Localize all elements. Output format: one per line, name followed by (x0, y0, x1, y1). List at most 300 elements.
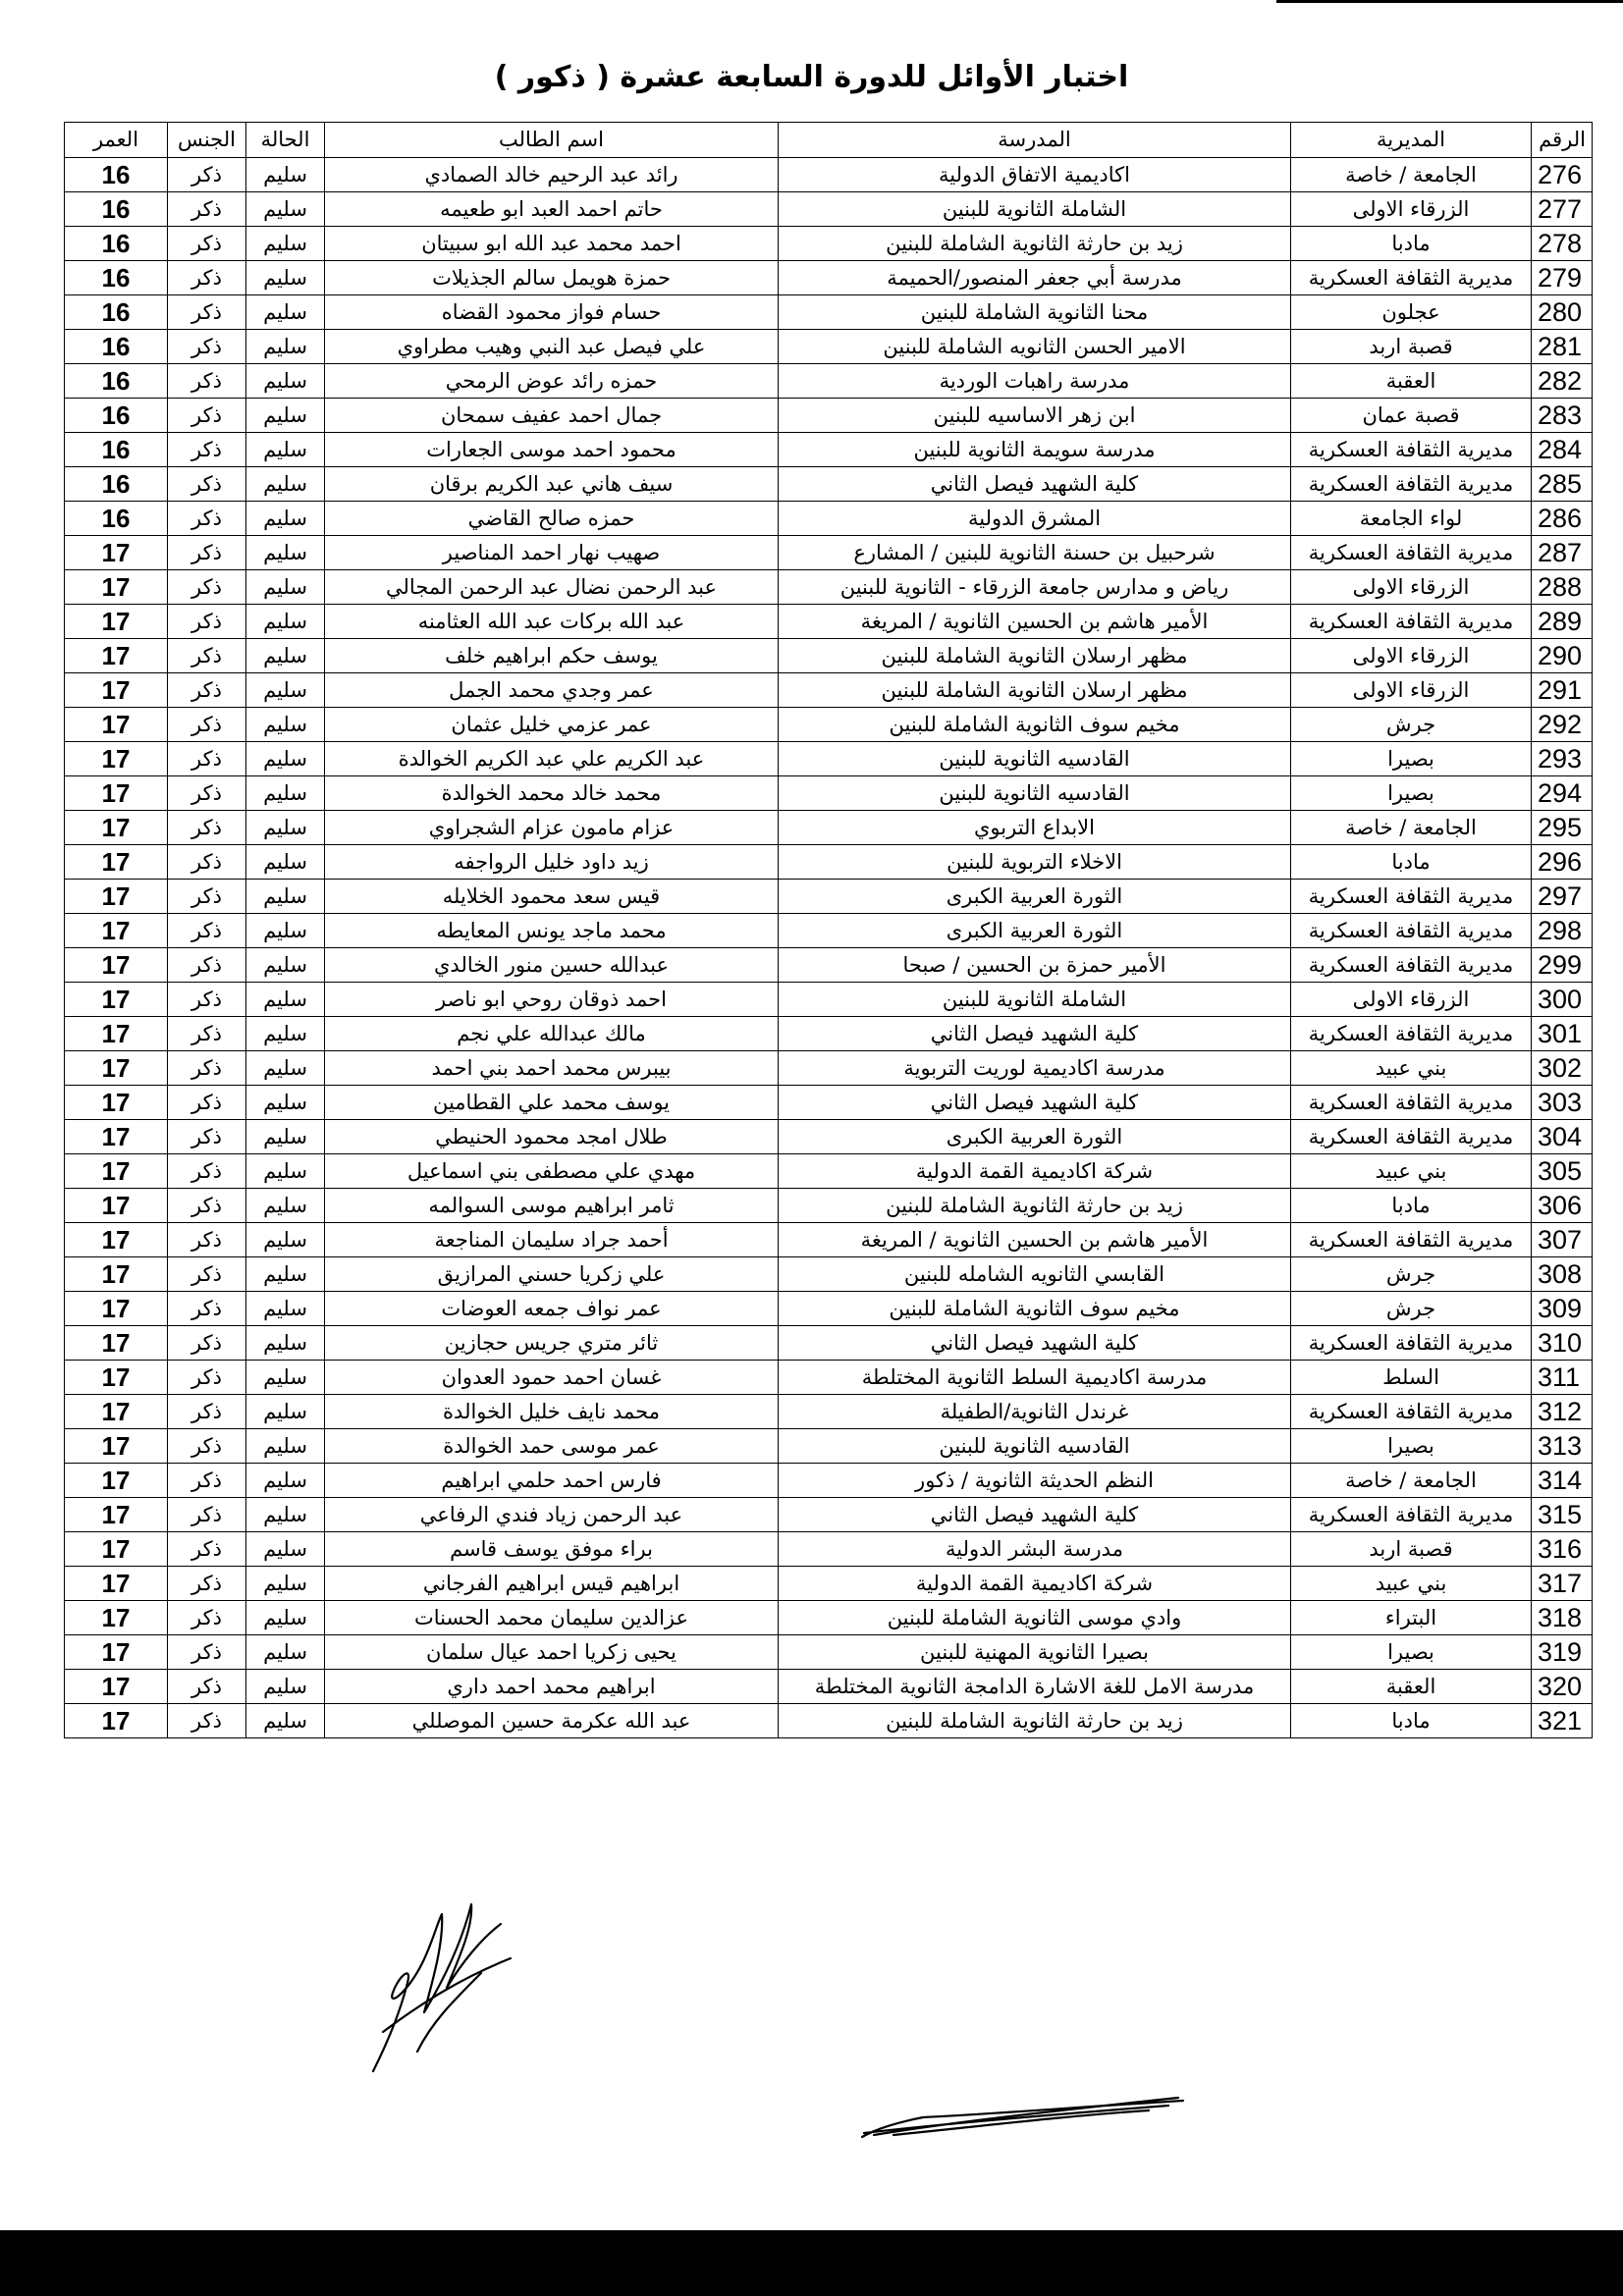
row-age: 17 (65, 1670, 168, 1704)
row-age: 17 (65, 1189, 168, 1223)
row-number: 289 (1532, 605, 1593, 639)
row-student-name: حمزة هويمل سالم الجذيلات (325, 261, 779, 295)
row-student-name: زيد داود خليل الرواجفه (325, 845, 779, 880)
row-student-name: عبد الله بركات عبد الله العثامنه (325, 605, 779, 639)
results-table (64, 122, 1593, 1738)
row-student-name: ثامر ابراهيم موسى السوالمه (325, 1189, 779, 1223)
row-directorate: بصيرا (1291, 776, 1532, 811)
table-row (65, 639, 1593, 673)
table-row (65, 261, 1593, 295)
row-gender: ذكر (168, 948, 246, 983)
table-row (65, 1017, 1593, 1051)
row-student-name: عبدالله حسين منور الخالدي (325, 948, 779, 983)
row-gender: ذكر (168, 983, 246, 1017)
row-directorate: بصيرا (1291, 1635, 1532, 1670)
row-age: 16 (65, 399, 168, 433)
row-status: سليم (246, 914, 325, 948)
row-number: 317 (1532, 1567, 1593, 1601)
row-age: 17 (65, 1223, 168, 1257)
handwritten-signature-right (854, 2086, 1188, 2145)
row-gender: ذكر (168, 1464, 246, 1498)
row-student-name: جمال احمد عفيف سمحان (325, 399, 779, 433)
row-school: شرحبيل بن حسنة الثانوية للبنين / المشارع (779, 536, 1291, 570)
row-gender: ذكر (168, 1292, 246, 1326)
row-school: شركة اكاديمية القمة الدولية (779, 1154, 1291, 1189)
row-directorate: بني عبيد (1291, 1154, 1532, 1189)
row-status: سليم (246, 330, 325, 364)
row-school: الثورة العربية الكبرى (779, 1120, 1291, 1154)
row-age: 17 (65, 1292, 168, 1326)
row-student-name: عبد الله عكرمة حسين الموصللي (325, 1704, 779, 1738)
row-student-name: علي زكريا حسني المرازيق (325, 1257, 779, 1292)
row-gender: ذكر (168, 880, 246, 914)
row-age: 17 (65, 1086, 168, 1120)
row-student-name: مالك عبدالله علي نجم (325, 1017, 779, 1051)
row-status: سليم (246, 1670, 325, 1704)
table-row (65, 673, 1593, 708)
table-row (65, 1051, 1593, 1086)
table-row (65, 192, 1593, 227)
row-number: 295 (1532, 811, 1593, 845)
row-student-name: براء موفق يوسف قاسم (325, 1532, 779, 1567)
row-directorate: جرش (1291, 708, 1532, 742)
row-school: الامير الحسن الثانويه الشاملة للبنين (779, 330, 1291, 364)
row-school: الثورة العربية الكبرى (779, 880, 1291, 914)
table-row (65, 502, 1593, 536)
row-number: 310 (1532, 1326, 1593, 1361)
row-student-name: حسام فواز محمود القضاه (325, 295, 779, 330)
row-directorate: قصبة عمان (1291, 399, 1532, 433)
row-student-name: عزام مامون عزام الشجراوي (325, 811, 779, 845)
row-student-name: محمود احمد موسى الجعارات (325, 433, 779, 467)
row-school: الشاملة الثانوية للبنين (779, 983, 1291, 1017)
row-number: 291 (1532, 673, 1593, 708)
table-row (65, 330, 1593, 364)
row-number: 284 (1532, 433, 1593, 467)
row-student-name: يوسف حكم ابراهيم خلف (325, 639, 779, 673)
row-gender: ذكر (168, 192, 246, 227)
table-row (65, 1567, 1593, 1601)
row-gender: ذكر (168, 776, 246, 811)
row-directorate: الجامعة / خاصة (1291, 1464, 1532, 1498)
row-school: كلية الشهيد فيصل الثاني (779, 1086, 1291, 1120)
header-school: المدرسة (779, 123, 1291, 158)
row-status: سليم (246, 1326, 325, 1361)
row-age: 16 (65, 192, 168, 227)
row-directorate: مديرية الثقافة العسكرية (1291, 948, 1532, 983)
scan-edge-mark (1276, 0, 1623, 3)
row-school: الأمير هاشم بن الحسين الثانوية / المريغة (779, 605, 1291, 639)
row-directorate: جرش (1291, 1292, 1532, 1326)
table-row (65, 364, 1593, 399)
row-status: سليم (246, 1395, 325, 1429)
row-directorate: مديرية الثقافة العسكرية (1291, 605, 1532, 639)
row-student-name: عزالدين سليمان محمد الحسنات (325, 1601, 779, 1635)
row-school: وادي موسى الثانوية الشاملة للبنين (779, 1601, 1291, 1635)
row-age: 17 (65, 1429, 168, 1464)
row-age: 17 (65, 1704, 168, 1738)
row-gender: ذكر (168, 295, 246, 330)
row-number: 294 (1532, 776, 1593, 811)
row-gender: ذكر (168, 227, 246, 261)
table-body (65, 158, 1593, 1738)
row-school: كلية الشهيد فيصل الثاني (779, 1017, 1291, 1051)
scan-bottom-border (0, 2230, 1623, 2296)
row-age: 17 (65, 605, 168, 639)
row-age: 17 (65, 948, 168, 983)
row-school: ابن زهر الاساسيه للبنين (779, 399, 1291, 433)
row-status: سليم (246, 1086, 325, 1120)
row-school: القابسي الثانويه الشامله للبنين (779, 1257, 1291, 1292)
row-school: القادسيه الثانوية للبنين (779, 742, 1291, 776)
row-student-name: مهدي علي مصطفى بني اسماعيل (325, 1154, 779, 1189)
row-directorate: مديرية الثقافة العسكرية (1291, 1120, 1532, 1154)
row-status: سليم (246, 1429, 325, 1464)
row-school: كلية الشهيد فيصل الثاني (779, 467, 1291, 502)
row-gender: ذكر (168, 605, 246, 639)
row-number: 308 (1532, 1257, 1593, 1292)
row-student-name: أحمد جراد سليمان المناجعة (325, 1223, 779, 1257)
row-student-name: ثائر متري جريس حجازين (325, 1326, 779, 1361)
row-student-name: حمزه رائد عوض الرمحي (325, 364, 779, 399)
row-number: 287 (1532, 536, 1593, 570)
row-gender: ذكر (168, 673, 246, 708)
row-age: 17 (65, 1154, 168, 1189)
row-status: سليم (246, 880, 325, 914)
row-gender: ذكر (168, 1429, 246, 1464)
row-student-name: عمر نواف جمعه العوضات (325, 1292, 779, 1326)
row-status: سليم (246, 776, 325, 811)
row-gender: ذكر (168, 1017, 246, 1051)
row-number: 314 (1532, 1464, 1593, 1498)
row-student-name: احمد ذوقان روحي ابو ناصر (325, 983, 779, 1017)
row-directorate: السلط (1291, 1361, 1532, 1395)
row-school: غرندل الثانوية/الطفيلة (779, 1395, 1291, 1429)
table-row (65, 536, 1593, 570)
row-gender: ذكر (168, 364, 246, 399)
row-school: مدرسة الامل للغة الاشارة الدامجة الثانوية المختلطة (779, 1670, 1291, 1704)
row-status: سليم (246, 433, 325, 467)
row-student-name: حاتم احمد العبد ابو طعيمه (325, 192, 779, 227)
row-status: سليم (246, 605, 325, 639)
row-age: 16 (65, 502, 168, 536)
row-status: سليم (246, 1189, 325, 1223)
row-status: سليم (246, 673, 325, 708)
row-age: 17 (65, 1361, 168, 1395)
row-gender: ذكر (168, 1395, 246, 1429)
header-status: الحالة (246, 123, 325, 158)
row-age: 17 (65, 570, 168, 605)
row-age: 16 (65, 364, 168, 399)
row-school: رياض و مدارس جامعة الزرقاء - الثانوية للبنين (779, 570, 1291, 605)
row-directorate: مادبا (1291, 1704, 1532, 1738)
table-row (65, 1429, 1593, 1464)
row-age: 17 (65, 1567, 168, 1601)
row-school: الأمير هاشم بن الحسين الثانوية / المريغة (779, 1223, 1291, 1257)
table-row (65, 1120, 1593, 1154)
row-age: 17 (65, 1498, 168, 1532)
table-row (65, 948, 1593, 983)
row-school: مدرسة سويمة الثانوية للبنين (779, 433, 1291, 467)
row-status: سليم (246, 158, 325, 192)
row-status: سليم (246, 983, 325, 1017)
row-student-name: عمر وجدي محمد الجمل (325, 673, 779, 708)
row-school: المشرق الدولية (779, 502, 1291, 536)
row-school: مدرسة راهبات الوردية (779, 364, 1291, 399)
row-age: 17 (65, 1532, 168, 1567)
header-student-name: اسم الطالب (325, 123, 779, 158)
row-school: مدرسة اكاديمية لوريت التربوية (779, 1051, 1291, 1086)
row-directorate: العقبة (1291, 1670, 1532, 1704)
row-age: 16 (65, 261, 168, 295)
row-status: سليم (246, 295, 325, 330)
row-status: سليم (246, 1532, 325, 1567)
row-directorate: الزرقاء الاولى (1291, 673, 1532, 708)
row-school: اكاديمية الاتفاق الدولية (779, 158, 1291, 192)
row-status: سليم (246, 570, 325, 605)
row-number: 318 (1532, 1601, 1593, 1635)
row-number: 279 (1532, 261, 1593, 295)
row-directorate: بني عبيد (1291, 1567, 1532, 1601)
row-gender: ذكر (168, 1326, 246, 1361)
row-number: 311 (1532, 1361, 1593, 1395)
row-number: 300 (1532, 983, 1593, 1017)
table-row (65, 467, 1593, 502)
row-status: سليم (246, 467, 325, 502)
row-status: سليم (246, 639, 325, 673)
row-school: كلية الشهيد فيصل الثاني (779, 1498, 1291, 1532)
row-number: 303 (1532, 1086, 1593, 1120)
row-age: 17 (65, 845, 168, 880)
row-student-name: صهيب نهار احمد المناصير (325, 536, 779, 570)
row-status: سليم (246, 948, 325, 983)
row-student-name: عبد الكريم علي عبد الكريم الخوالدة (325, 742, 779, 776)
row-age: 17 (65, 536, 168, 570)
table-row (65, 1670, 1593, 1704)
row-student-name: بيبرس محمد احمد بني احمد (325, 1051, 779, 1086)
row-gender: ذكر (168, 433, 246, 467)
row-directorate: مديرية الثقافة العسكرية (1291, 261, 1532, 295)
row-student-name: رائد عبد الرحيم خالد الصمادي (325, 158, 779, 192)
row-age: 17 (65, 914, 168, 948)
row-age: 16 (65, 295, 168, 330)
row-student-name: ابراهيم محمد احمد داري (325, 1670, 779, 1704)
row-student-name: يوسف محمد علي القطامين (325, 1086, 779, 1120)
row-status: سليم (246, 261, 325, 295)
row-number: 285 (1532, 467, 1593, 502)
row-directorate: الزرقاء الاولى (1291, 983, 1532, 1017)
table-row (65, 1601, 1593, 1635)
row-student-name: عبد الرحمن زياد فندي الرفاعي (325, 1498, 779, 1532)
row-number: 293 (1532, 742, 1593, 776)
row-number: 297 (1532, 880, 1593, 914)
row-age: 17 (65, 1051, 168, 1086)
row-directorate: مديرية الثقافة العسكرية (1291, 880, 1532, 914)
row-status: سليم (246, 1464, 325, 1498)
table-row (65, 742, 1593, 776)
row-status: سليم (246, 1154, 325, 1189)
row-directorate: مديرية الثقافة العسكرية (1291, 433, 1532, 467)
row-school: مدرسة اكاديمية السلط الثانوية المختلطة (779, 1361, 1291, 1395)
document-title: اختبار الأوائل للدورة السابعة عشرة ( ذكور ) (494, 60, 1129, 94)
row-gender: ذكر (168, 639, 246, 673)
row-status: سليم (246, 227, 325, 261)
row-age: 17 (65, 742, 168, 776)
row-gender: ذكر (168, 1189, 246, 1223)
row-directorate: مديرية الثقافة العسكرية (1291, 1326, 1532, 1361)
row-status: سليم (246, 502, 325, 536)
row-student-name: علي فيصل عبد النبي وهيب مطراوي (325, 330, 779, 364)
row-student-name: عبد الرحمن نضال عبد الرحمن المجالي (325, 570, 779, 605)
row-gender: ذكر (168, 261, 246, 295)
row-number: 282 (1532, 364, 1593, 399)
row-directorate: مادبا (1291, 845, 1532, 880)
row-school: محنا الثانوية الشاملة للبنين (779, 295, 1291, 330)
row-status: سليم (246, 1017, 325, 1051)
table-row (65, 399, 1593, 433)
row-directorate: الجامعة / خاصة (1291, 158, 1532, 192)
row-status: سليم (246, 1120, 325, 1154)
row-status: سليم (246, 536, 325, 570)
row-number: 316 (1532, 1532, 1593, 1567)
row-gender: ذكر (168, 158, 246, 192)
row-age: 17 (65, 1017, 168, 1051)
row-directorate: مديرية الثقافة العسكرية (1291, 536, 1532, 570)
row-student-name: قيس سعد محمود الخلايله (325, 880, 779, 914)
row-age: 16 (65, 158, 168, 192)
row-directorate: مديرية الثقافة العسكرية (1291, 1395, 1532, 1429)
row-student-name: محمد نايف خليل الخوالدة (325, 1395, 779, 1429)
row-school: زيد بن حارثة الثانوية الشاملة للبنين (779, 227, 1291, 261)
row-status: سليم (246, 364, 325, 399)
row-gender: ذكر (168, 1257, 246, 1292)
row-student-name: طلال امجد محمود الحنيطي (325, 1120, 779, 1154)
row-number: 305 (1532, 1154, 1593, 1189)
row-gender: ذكر (168, 536, 246, 570)
row-gender: ذكر (168, 914, 246, 948)
row-age: 16 (65, 227, 168, 261)
row-directorate: مادبا (1291, 227, 1532, 261)
row-number: 280 (1532, 295, 1593, 330)
table-row (65, 1361, 1593, 1395)
table-row (65, 1635, 1593, 1670)
table-row (65, 983, 1593, 1017)
row-age: 16 (65, 467, 168, 502)
row-student-name: محمد خالد محمد الخوالدة (325, 776, 779, 811)
row-school: القادسيه الثانوية للبنين (779, 1429, 1291, 1464)
row-number: 281 (1532, 330, 1593, 364)
row-number: 302 (1532, 1051, 1593, 1086)
row-student-name: عمر عزمي خليل عثمان (325, 708, 779, 742)
row-gender: ذكر (168, 330, 246, 364)
row-age: 17 (65, 639, 168, 673)
row-student-name: عمر موسى حمد الخوالدة (325, 1429, 779, 1464)
row-gender: ذكر (168, 1635, 246, 1670)
row-age: 17 (65, 983, 168, 1017)
row-status: سليم (246, 1292, 325, 1326)
row-directorate: مديرية الثقافة العسكرية (1291, 1223, 1532, 1257)
row-age: 17 (65, 811, 168, 845)
row-status: سليم (246, 1051, 325, 1086)
row-number: 306 (1532, 1189, 1593, 1223)
handwritten-signature-left (363, 1885, 540, 2081)
row-gender: ذكر (168, 708, 246, 742)
row-number: 319 (1532, 1635, 1593, 1670)
table-row (65, 1532, 1593, 1567)
table-row (65, 708, 1593, 742)
row-directorate: مديرية الثقافة العسكرية (1291, 467, 1532, 502)
row-directorate: الزرقاء الاولى (1291, 570, 1532, 605)
table-row (65, 1704, 1593, 1738)
row-gender: ذكر (168, 811, 246, 845)
row-school: مخيم سوف الثانوية الشاملة للبنين (779, 708, 1291, 742)
row-student-name: يحيى زكريا احمد عيال سلمان (325, 1635, 779, 1670)
row-gender: ذكر (168, 1567, 246, 1601)
row-number: 288 (1532, 570, 1593, 605)
row-school: الاخلاء التربوية للبنين (779, 845, 1291, 880)
row-student-name: سيف هاني عبد الكريم برقان (325, 467, 779, 502)
table-row (65, 1464, 1593, 1498)
row-gender: ذكر (168, 742, 246, 776)
row-number: 320 (1532, 1670, 1593, 1704)
row-number: 276 (1532, 158, 1593, 192)
table-row (65, 605, 1593, 639)
header-gender: الجنس (168, 123, 246, 158)
row-number: 313 (1532, 1429, 1593, 1464)
row-age: 17 (65, 1257, 168, 1292)
row-directorate: مديرية الثقافة العسكرية (1291, 1498, 1532, 1532)
row-number: 283 (1532, 399, 1593, 433)
row-school: بصيرا الثانوية المهنية للبنين (779, 1635, 1291, 1670)
row-status: سليم (246, 192, 325, 227)
row-number: 304 (1532, 1120, 1593, 1154)
row-gender: ذكر (168, 1498, 246, 1532)
table-row (65, 227, 1593, 261)
row-student-name: محمد ماجد يونس المعايطه (325, 914, 779, 948)
row-age: 17 (65, 1464, 168, 1498)
row-directorate: قصبة اربد (1291, 330, 1532, 364)
row-gender: ذكر (168, 467, 246, 502)
row-status: سليم (246, 742, 325, 776)
row-number: 309 (1532, 1292, 1593, 1326)
row-student-name: ابراهيم قيس ابراهيم الفرجاني (325, 1567, 779, 1601)
row-gender: ذكر (168, 570, 246, 605)
row-number: 301 (1532, 1017, 1593, 1051)
row-age: 17 (65, 1395, 168, 1429)
row-directorate: الزرقاء الاولى (1291, 639, 1532, 673)
row-status: سليم (246, 1257, 325, 1292)
row-directorate: مديرية الثقافة العسكرية (1291, 914, 1532, 948)
row-status: سليم (246, 1567, 325, 1601)
row-gender: ذكر (168, 399, 246, 433)
row-directorate: الجامعة / خاصة (1291, 811, 1532, 845)
table-row (65, 1086, 1593, 1120)
row-number: 315 (1532, 1498, 1593, 1532)
row-number: 290 (1532, 639, 1593, 673)
row-gender: ذكر (168, 1154, 246, 1189)
row-number: 312 (1532, 1395, 1593, 1429)
row-gender: ذكر (168, 1223, 246, 1257)
table-row (65, 1326, 1593, 1361)
row-status: سليم (246, 1361, 325, 1395)
row-status: سليم (246, 708, 325, 742)
row-status: سليم (246, 1601, 325, 1635)
row-school: الشاملة الثانوية للبنين (779, 192, 1291, 227)
header-number: الرقم (1532, 123, 1593, 158)
table-row (65, 158, 1593, 192)
row-number: 298 (1532, 914, 1593, 948)
row-age: 17 (65, 1326, 168, 1361)
